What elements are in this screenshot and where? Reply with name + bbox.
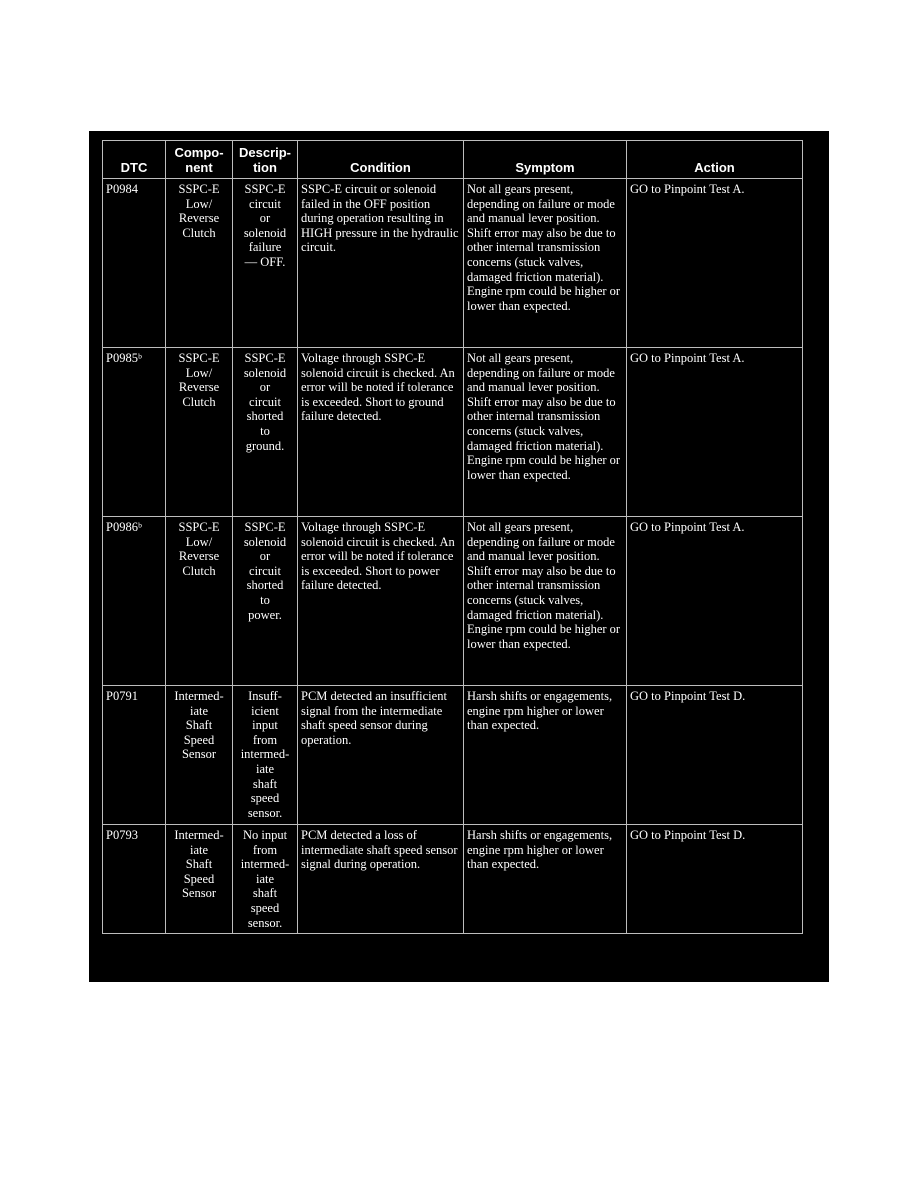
table-row	[103, 179, 803, 348]
action-cell: GO to Pinpoint Test A.	[627, 179, 803, 348]
action-cell: GO to Pinpoint Test A.	[627, 517, 803, 686]
description-cell: Insuff- icient input from intermed- iate shaft speed sensor.	[233, 686, 298, 825]
condition-cell: SSPC-E circuit or solenoid failed in the OFF position during operation resulting in HIGH pressure in the hydraulic circuit.	[298, 179, 464, 348]
table-row	[103, 825, 803, 934]
description-cell: SSPC-E circuit or solenoid failure — OFF.	[233, 179, 298, 348]
description-cell: SSPC-E solenoid or circuit shorted to power.	[233, 517, 298, 686]
condition-cell: Voltage through SSPC-E solenoid circuit is checked. An error will be noted if tolerance is exceeded. Short to power failure detected.	[298, 517, 464, 686]
dtc-code: P0984	[103, 179, 166, 348]
dtc-code: P0793	[103, 825, 166, 934]
dtc-code: P0791	[103, 686, 166, 825]
symptom-cell: Harsh shifts or engagements, engine rpm higher or lower than expected.	[464, 686, 627, 825]
header-dtc: DTC	[103, 141, 166, 179]
header-action: Action	[627, 141, 803, 179]
header-component: Compo- nent	[166, 141, 233, 179]
action-cell: GO to Pinpoint Test A.	[627, 348, 803, 517]
description-cell: SSPC-E solenoid or circuit shorted to ground.	[233, 348, 298, 517]
table-row	[103, 348, 803, 517]
dtc-table	[102, 140, 803, 934]
symptom-cell: Not all gears present, depending on failure or mode and manual lever position. Shift error may also be due to other internal transmission concerns (stuck valves, damaged friction material). Engine rpm could be higher or lower than expected.	[464, 179, 627, 348]
header-description: Descrip- tion	[233, 141, 298, 179]
condition-cell: PCM detected a loss of intermediate shaft speed sensor signal during operation.	[298, 825, 464, 934]
symptom-cell: Harsh shifts or engagements, engine rpm higher or lower than expected.	[464, 825, 627, 934]
dtc-table-panel	[89, 131, 829, 982]
component-cell: Intermed- iate Shaft Speed Sensor	[166, 825, 233, 934]
dtc-code: P0985ᵇ	[103, 348, 166, 517]
table-row	[103, 517, 803, 686]
condition-cell: Voltage through SSPC-E solenoid circuit is checked. An error will be noted if tolerance is exceeded. Short to ground failure detected.	[298, 348, 464, 517]
component-cell: SSPC-E Low/ Reverse Clutch	[166, 517, 233, 686]
component-cell: SSPC-E Low/ Reverse Clutch	[166, 348, 233, 517]
header-symptom: Symptom	[464, 141, 627, 179]
component-cell: Intermed- iate Shaft Speed Sensor	[166, 686, 233, 825]
description-cell: No input from intermed- iate shaft speed sensor.	[233, 825, 298, 934]
symptom-cell: Not all gears present, depending on failure or mode and manual lever position. Shift error may also be due to other internal transmission concerns (stuck valves, damaged friction material). Engine rpm could be higher or lower than expected.	[464, 348, 627, 517]
dtc-code: P0986ᵇ	[103, 517, 166, 686]
header-row	[103, 141, 803, 179]
action-cell: GO to Pinpoint Test D.	[627, 686, 803, 825]
condition-cell: PCM detected an insufficient signal from the intermediate shaft speed sensor during operation.	[298, 686, 464, 825]
symptom-cell: Not all gears present, depending on failure or mode and manual lever position. Shift error may also be due to other internal transmission concerns (stuck valves, damaged friction material). Engine rpm could be higher or lower than expected.	[464, 517, 627, 686]
header-condition: Condition	[298, 141, 464, 179]
action-cell: GO to Pinpoint Test D.	[627, 825, 803, 934]
table-row	[103, 686, 803, 825]
component-cell: SSPC-E Low/ Reverse Clutch	[166, 179, 233, 348]
